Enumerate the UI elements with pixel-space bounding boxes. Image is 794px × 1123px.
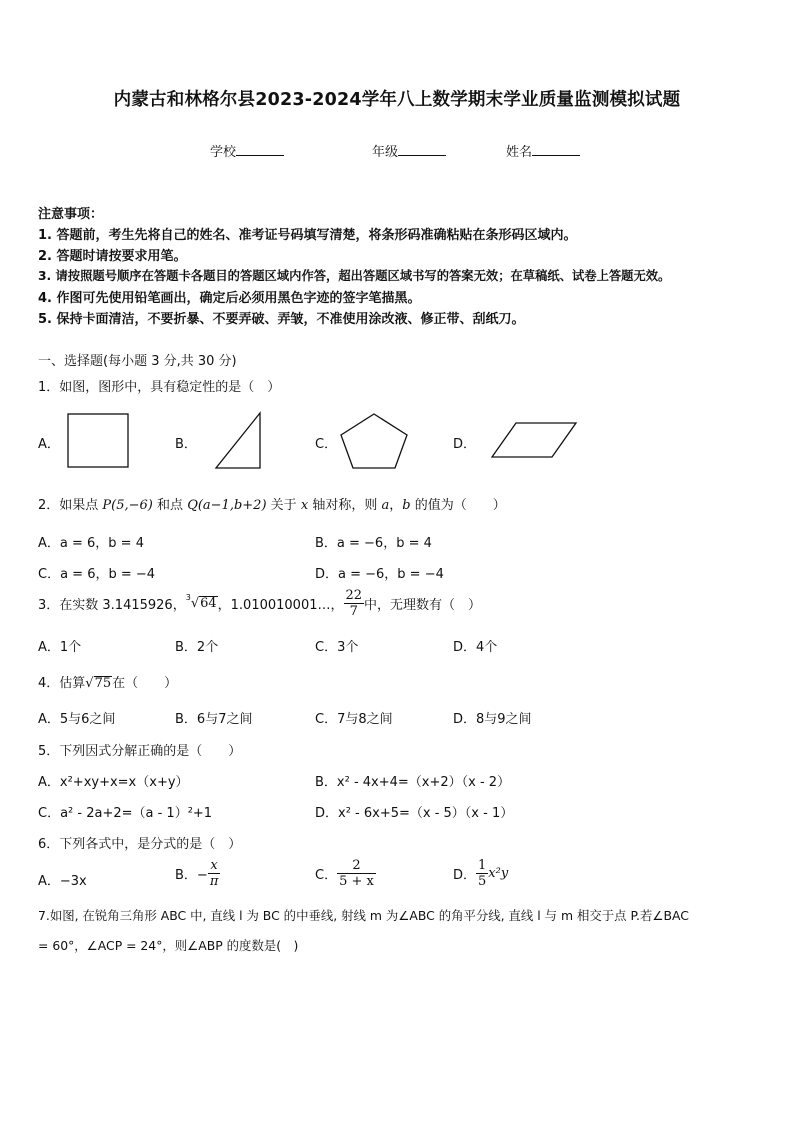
q1-stem: 1．如图，图形中，具有稳定性的是（ ） <box>38 380 281 395</box>
notice-item-4: 4. 作图可先使用铅笔画出，确定后必须用黑色字迹的签字笔描黑。 <box>38 291 421 306</box>
q6-b-den: π <box>209 874 219 889</box>
q2-mid3: 轴对称，则 <box>312 498 378 513</box>
q3-fraction <box>344 588 365 619</box>
triangle-icon <box>214 412 264 470</box>
q5-option-a[interactable]: A．x²+xy+x=x（x+y） <box>38 775 189 790</box>
q3-option-a[interactable]: A．1个 <box>38 640 82 655</box>
q3-mid: ，1.010010001…， <box>217 598 344 613</box>
notice-item-2: 2. 答题时请按要求用笔。 <box>38 249 187 264</box>
name-field[interactable] <box>506 141 580 160</box>
q2-option-c[interactable]: C．a = 6，b = −4 <box>38 567 156 582</box>
notice-item-3: 3. 请按照题号顺序在答题卡各题目的答题区域内作答，超出答题区域书写的答案无效；在草稿纸、试卷上答题无效。 <box>38 269 671 283</box>
q2-suffix: 的值为（ ） <box>414 498 506 513</box>
q6-d-tail: x²y <box>488 866 509 881</box>
q3-prefix: 3．在实数 3.1415926， <box>38 598 186 613</box>
pentagon-icon <box>340 413 410 471</box>
q2-point-p: P(5,−6) <box>102 498 153 513</box>
school-field[interactable] <box>210 141 284 160</box>
q2-mid1: 和点 <box>157 498 184 513</box>
q4-root-body: 75 <box>94 676 112 691</box>
q6-c-label: C． <box>315 868 338 883</box>
q6-d-num: 1 <box>478 858 487 873</box>
q3-suffix: 中，无理数有（ ） <box>364 598 482 613</box>
q5-option-d[interactable]: D．x² - 6x+5=（x - 5）（x - 1） <box>315 806 514 821</box>
q6-b-fraction <box>208 858 221 889</box>
q6-option-b[interactable] <box>175 858 220 889</box>
q2-comma: ， <box>389 498 403 513</box>
q4-stem <box>38 672 177 691</box>
q3-frac-num: 22 <box>345 588 363 603</box>
q6-d-den: 5 <box>478 874 487 889</box>
q3-option-d[interactable]: D．4个 <box>453 640 498 655</box>
q6-b-num: x <box>210 858 218 873</box>
q2-x: x <box>300 498 309 513</box>
q4-option-b[interactable]: B．6与7之间 <box>175 712 253 727</box>
name-blank[interactable] <box>532 145 580 156</box>
section-heading: 一、选择题(每小题 3 分,共 30 分) <box>38 354 237 369</box>
school-label: 学校 <box>210 145 237 160</box>
q4-radical-icon: √ <box>85 676 94 691</box>
grade-field[interactable] <box>372 141 446 160</box>
q2-point-q: Q(a−1,b+2) <box>187 498 267 513</box>
exam-title: 内蒙古和林格尔县2023-2024学年八上数学期末学业质量监测模拟试题 <box>113 90 681 110</box>
q5-option-c[interactable]: C．a² - 2a+2=（a - 1）²+1 <box>38 806 213 821</box>
notice-item-1: 1. 答题前，考生先将自己的姓名、准考证号码填写清楚，将条形码准确粘贴在条形码区域内。 <box>38 228 577 243</box>
grade-label: 年级 <box>372 145 399 160</box>
q6-c-num: 2 <box>352 858 361 873</box>
notice-heading: 注意事项： <box>38 207 104 222</box>
q4-option-c[interactable]: C．7与8之间 <box>315 712 393 727</box>
q3-frac-den: 7 <box>344 603 365 619</box>
q6-option-a[interactable]: A．−3x <box>38 874 87 889</box>
q3-root-index: 3 <box>185 593 191 602</box>
name-label: 姓名 <box>506 145 533 160</box>
parallelogram-icon <box>490 421 580 461</box>
q1-option-a[interactable]: A． <box>38 437 60 452</box>
q2-option-a[interactable]: A．a = 6，b = 4 <box>38 536 144 551</box>
q6-stem: 6．下列各式中，是分式的是（ ） <box>38 837 242 852</box>
q4-option-a[interactable]: A．5与6之间 <box>38 712 116 727</box>
q2-option-d[interactable]: D．a = −6，b = −4 <box>315 567 444 582</box>
q2-prefix: 2．如果点 <box>38 498 99 513</box>
q7-line-2: = 60°，∠ACP = 24°，则∠ABP 的度数是( ) <box>38 938 299 953</box>
q1-option-c[interactable]: C． <box>315 437 338 452</box>
q3-option-c[interactable]: C．3个 <box>315 640 359 655</box>
q4-prefix: 4．估算 <box>38 676 86 691</box>
q5-stem: 5．下列因式分解正确的是（ ） <box>38 744 242 759</box>
school-blank[interactable] <box>236 145 284 156</box>
q6-option-d[interactable] <box>453 858 508 889</box>
q5-option-b[interactable]: B．x² - 4x+4=（x+2）（x - 2） <box>315 775 511 790</box>
q4-option-d[interactable]: D．8与9之间 <box>453 712 532 727</box>
q6-c-den: 5 + x <box>339 874 374 889</box>
q4-suffix: 在（ ） <box>112 676 178 691</box>
q2-mid2: 关于 <box>270 498 297 513</box>
q3-root-body: 64 <box>200 596 217 611</box>
q2-option-b[interactable]: B．a = −6，b = 4 <box>315 536 432 551</box>
q3-radical-icon: √ <box>190 596 200 611</box>
square-icon <box>67 413 131 469</box>
q1-option-b[interactable]: B． <box>175 437 197 452</box>
q1-option-d[interactable]: D． <box>453 437 477 452</box>
q3-option-b[interactable]: B．2个 <box>175 640 219 655</box>
q6-b-label: B．− <box>175 868 208 883</box>
notice-item-5: 5. 保持卡面清洁，不要折暴、不要弄破、弄皱，不准使用涂改液、修正带、刮纸刀。 <box>38 312 525 327</box>
q2-stem <box>38 494 506 513</box>
q2-a: a <box>381 498 390 513</box>
q6-d-label: D． <box>453 868 477 883</box>
q6-option-c[interactable] <box>315 858 376 889</box>
q6-c-fraction <box>337 858 376 889</box>
q2-b: b <box>402 498 411 513</box>
grade-blank[interactable] <box>398 145 446 156</box>
q3-stem <box>38 588 481 619</box>
q7-line-1: 7.如图, 在锐角三角形 ABC 中, 直线 l 为 BC 的中垂线, 射线 m 为∠ABC 的角平分线, 直线 l 与 m 相交于点 P.若∠BAC <box>38 908 689 923</box>
q6-d-fraction <box>476 858 488 889</box>
